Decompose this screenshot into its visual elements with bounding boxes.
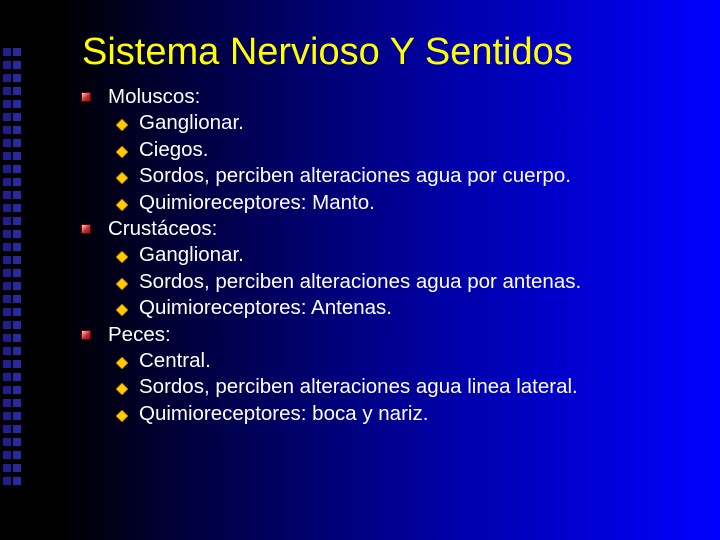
strip-square (13, 152, 21, 160)
strip-square (13, 360, 21, 368)
strip-square (13, 113, 21, 121)
strip-square (3, 191, 11, 199)
diamond-bullet-icon (116, 119, 128, 131)
sub-list (78, 348, 708, 427)
list-item-text: Quimioreceptores: boca y nariz. (139, 401, 429, 425)
group-label: Peces: (108, 322, 171, 346)
strip-square (13, 74, 21, 82)
strip-square (3, 425, 11, 433)
strip-square (3, 243, 11, 251)
strip-square (13, 100, 21, 108)
diamond-bullet-icon (116, 383, 128, 395)
strip-column-left (3, 48, 11, 490)
strip-square (3, 178, 11, 186)
list-item-text: Sordos, perciben alteraciones agua por cuerpo. (139, 164, 571, 188)
slide-body (78, 84, 708, 427)
list-item-peces (78, 322, 708, 428)
group-label: Crustáceos: (108, 217, 218, 241)
strip-square (13, 87, 21, 95)
bullet-list (78, 84, 708, 427)
strip-square (13, 48, 21, 56)
strip-square (13, 373, 21, 381)
strip-square (13, 217, 21, 225)
strip-square (3, 100, 11, 108)
strip-square (3, 386, 11, 394)
strip-square (13, 464, 21, 472)
strip-square (3, 256, 11, 264)
strip-square (3, 295, 11, 303)
strip-square (13, 191, 21, 199)
strip-square (13, 282, 21, 290)
strip-square (13, 386, 21, 394)
list-item (78, 374, 708, 400)
strip-square (3, 139, 11, 147)
strip-square (3, 373, 11, 381)
sub-list (78, 242, 708, 321)
strip-square (13, 308, 21, 316)
strip-square (13, 425, 21, 433)
diamond-bullet-icon (116, 172, 128, 184)
diamond-bullet-icon (116, 410, 128, 422)
strip-square (13, 230, 21, 238)
strip-square (3, 451, 11, 459)
strip-square (13, 399, 21, 407)
strip-square (13, 256, 21, 264)
list-item (78, 190, 708, 216)
list-item-moluscos (78, 84, 708, 216)
strip-column-right (13, 48, 21, 490)
strip-square (13, 321, 21, 329)
strip-square (13, 451, 21, 459)
diamond-bullet-icon (116, 199, 128, 211)
strip-square (3, 477, 11, 485)
diamond-bullet-icon (116, 251, 128, 263)
strip-square (13, 204, 21, 212)
strip-square (13, 165, 21, 173)
list-item-text: Quimioreceptores: Antenas. (139, 296, 392, 320)
sub-list (78, 110, 708, 216)
strip-square (3, 334, 11, 342)
square-bullet-icon (81, 92, 91, 102)
strip-square (3, 282, 11, 290)
strip-square (3, 74, 11, 82)
list-item-text: Sordos, perciben alteraciones agua por antenas. (139, 269, 582, 293)
strip-square (3, 48, 11, 56)
list-item-text: Central. (139, 349, 211, 373)
strip-square (3, 399, 11, 407)
list-item (78, 163, 708, 189)
list-item (78, 269, 708, 295)
decorative-square-strip (0, 0, 24, 540)
group-label: Moluscos: (108, 85, 201, 108)
strip-square (3, 113, 11, 121)
strip-square (13, 347, 21, 355)
strip-square (3, 360, 11, 368)
list-item (78, 242, 708, 268)
list-item-text: Ganglionar. (139, 243, 244, 267)
strip-square (3, 321, 11, 329)
strip-square (13, 295, 21, 303)
strip-square (3, 61, 11, 69)
strip-square (13, 126, 21, 134)
square-bullet-icon (81, 330, 91, 340)
strip-square (13, 477, 21, 485)
list-item-text: Ganglionar. (139, 111, 244, 135)
list-item-crustaceos (78, 216, 708, 322)
strip-square (3, 438, 11, 446)
strip-square (3, 204, 11, 212)
strip-square (3, 464, 11, 472)
strip-square (3, 165, 11, 173)
strip-square (3, 217, 11, 225)
strip-square (3, 308, 11, 316)
strip-square (3, 126, 11, 134)
strip-square (13, 269, 21, 277)
list-item (78, 401, 708, 427)
list-item-text: Ciegos. (139, 137, 209, 161)
list-item (78, 110, 708, 136)
strip-square (13, 334, 21, 342)
strip-square (3, 87, 11, 95)
strip-square (3, 269, 11, 277)
strip-square (3, 230, 11, 238)
diamond-bullet-icon (116, 278, 128, 290)
list-item-text: Sordos, perciben alteraciones agua linea lateral. (139, 375, 578, 399)
diamond-bullet-icon (116, 304, 128, 316)
list-item-text: Quimioreceptores: Manto. (139, 190, 375, 214)
square-bullet-icon (81, 224, 91, 234)
strip-square (13, 243, 21, 251)
list-item (78, 295, 708, 321)
list-item (78, 137, 708, 163)
strip-square (3, 347, 11, 355)
strip-square (13, 178, 21, 186)
list-item (78, 348, 708, 374)
strip-square (3, 412, 11, 420)
strip-square (3, 152, 11, 160)
slide-title: Sistema Nervioso Y Sentidos (82, 31, 573, 73)
strip-square (13, 412, 21, 420)
strip-square (13, 139, 21, 147)
strip-square (13, 438, 21, 446)
strip-square (13, 61, 21, 69)
diamond-bullet-icon (116, 357, 128, 369)
diamond-bullet-icon (116, 146, 128, 158)
